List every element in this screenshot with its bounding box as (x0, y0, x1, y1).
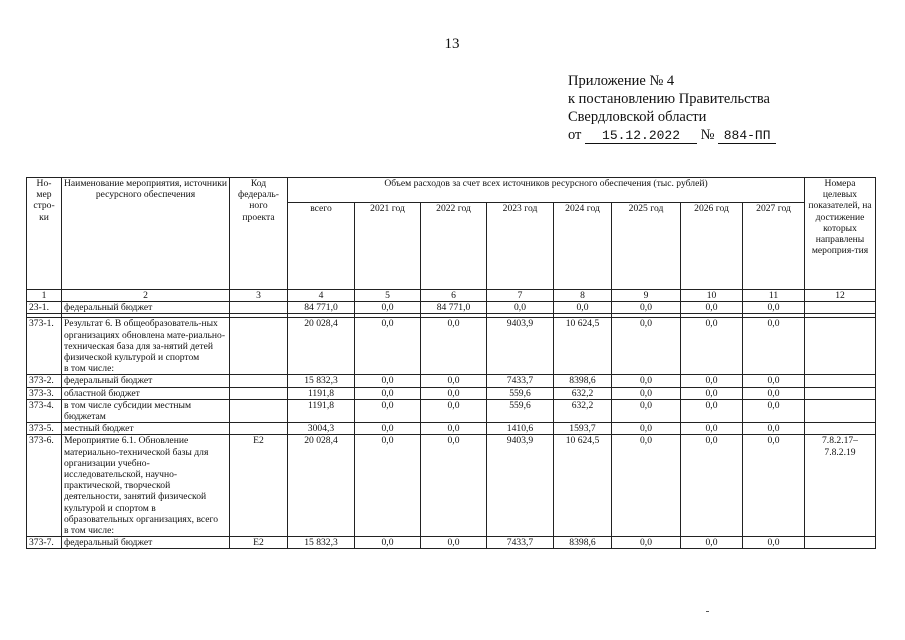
cell-2025: 0,0 (612, 318, 681, 375)
cell-2022: 0,0 (421, 387, 487, 399)
column-number-cell: 2 (62, 290, 230, 302)
cell-name: Мероприятие 6.1. Обновление материально-технической базы для организации учебно-исследовательской, научно-практической, творческой деятельности, занятий физической культурой и спортом в образовательных организациях, всего в том числе: (62, 435, 230, 537)
appendix-header (568, 72, 776, 144)
header-year-2023: 2023 год (487, 203, 554, 290)
column-number-cell: 8 (554, 290, 612, 302)
header-expenses-group: Объем расходов за счет всех источников ресурсного обеспечения (тыс. рублей) (288, 178, 805, 203)
cell-row-number: 373-6. (27, 435, 62, 537)
cell-2024: 10 624,5 (554, 435, 612, 537)
appendix-region: Свердловской области (568, 109, 707, 125)
column-number-cell: 9 (612, 290, 681, 302)
cell-2022: 0,0 (421, 537, 487, 549)
cell-project-code (230, 318, 288, 375)
cell-row-number: 373-5. (27, 423, 62, 435)
appendix-decree: к постановлению Правительства (568, 91, 770, 107)
column-number-cell: 4 (288, 290, 355, 302)
cell-2022: 0,0 (421, 423, 487, 435)
cell-project-code (230, 375, 288, 387)
cell-2022: 84 771,0 (421, 302, 487, 314)
cell-2024: 10 624,5 (554, 318, 612, 375)
cell-2027: 0,0 (743, 435, 805, 537)
cell-2022: 0,0 (421, 435, 487, 537)
cell-indicators (805, 318, 876, 375)
cell-2025: 0,0 (612, 399, 681, 422)
cell-indicators (805, 387, 876, 399)
cell-2024: 632,2 (554, 399, 612, 422)
header-year-2021: 2021 год (355, 203, 421, 290)
header-year-2025: 2025 год (612, 203, 681, 290)
cell-2023: 559,6 (487, 399, 554, 422)
column-number-cell: 6 (421, 290, 487, 302)
number-sign: № (700, 127, 715, 143)
cell-indicators (805, 375, 876, 387)
table-row (27, 302, 876, 314)
cell-total: 15 832,3 (288, 537, 355, 549)
cell-2023: 559,6 (487, 387, 554, 399)
cell-project-code (230, 399, 288, 422)
cell-2021: 0,0 (355, 387, 421, 399)
header-year-2022: 2022 год (421, 203, 487, 290)
cell-total: 3004,3 (288, 423, 355, 435)
cell-2024: 8398,6 (554, 375, 612, 387)
cell-total: 20 028,4 (288, 318, 355, 375)
date-prefix: от (568, 127, 582, 143)
cell-2023: 1410,6 (487, 423, 554, 435)
column-number-cell: 11 (743, 290, 805, 302)
header-project-code: Код федераль-ного проекта (230, 178, 288, 290)
cell-row-number: 373-7. (27, 537, 62, 549)
cell-project-code (230, 387, 288, 399)
cell-2025: 0,0 (612, 423, 681, 435)
header-total: всего (288, 203, 355, 290)
cell-2026: 0,0 (681, 318, 743, 375)
cell-2025: 0,0 (612, 537, 681, 549)
cell-2027: 0,0 (743, 399, 805, 422)
column-number-cell: 10 (681, 290, 743, 302)
cell-2027: 0,0 (743, 387, 805, 399)
cell-total: 20 028,4 (288, 435, 355, 537)
cell-2021: 0,0 (355, 302, 421, 314)
cell-2021: 0,0 (355, 423, 421, 435)
cell-2026: 0,0 (681, 302, 743, 314)
cell-indicators (805, 537, 876, 549)
header-year-2024: 2024 год (554, 203, 612, 290)
cell-2022: 0,0 (421, 318, 487, 375)
column-number-cell: 5 (355, 290, 421, 302)
cell-indicators (805, 423, 876, 435)
cell-2027: 0,0 (743, 318, 805, 375)
header-row-number: Но-мер стро-ки (27, 178, 62, 290)
cell-2025: 0,0 (612, 302, 681, 314)
table-row (27, 537, 876, 549)
column-number-cell: 7 (487, 290, 554, 302)
cell-row-number: 373-1. (27, 318, 62, 375)
table-row (27, 318, 876, 375)
cell-2024: 1593,7 (554, 423, 612, 435)
table-row (27, 423, 876, 435)
cell-2023: 0,0 (487, 302, 554, 314)
cell-2025: 0,0 (612, 375, 681, 387)
cell-2024: 8398,6 (554, 537, 612, 549)
header-row-1 (27, 178, 876, 203)
cell-project-code: Е2 (230, 537, 288, 549)
cell-2023: 7433,7 (487, 375, 554, 387)
cell-2021: 0,0 (355, 435, 421, 537)
cell-total: 1191,8 (288, 399, 355, 422)
cell-2026: 0,0 (681, 537, 743, 549)
cell-indicators (805, 302, 876, 314)
cell-project-code: Е2 (230, 435, 288, 537)
header-year-2026: 2026 год (681, 203, 743, 290)
cell-project-code (230, 423, 288, 435)
header-name: Наименование мероприятия, источники ресурсного обеспечения (62, 178, 230, 290)
cell-2025: 0,0 (612, 387, 681, 399)
cell-indicators: 7.8.2.17– 7.8.2.19 (805, 435, 876, 537)
cell-name: местный бюджет (62, 423, 230, 435)
decree-number: 884-ПП (718, 129, 776, 144)
cell-2026: 0,0 (681, 399, 743, 422)
column-number-cell: 12 (805, 290, 876, 302)
table-row (27, 375, 876, 387)
cell-2022: 0,0 (421, 399, 487, 422)
budget-table (26, 177, 876, 549)
table-body (27, 178, 876, 549)
cell-name: Результат 6. В общеобразователь-ных организациях обновлена мате-риально-техническая база для за-нятий детей физической культурой и спортом в том числе: (62, 318, 230, 375)
cell-2023: 7433,7 (487, 537, 554, 549)
cell-name: областной бюджет (62, 387, 230, 399)
header-year-2027: 2027 год (743, 203, 805, 290)
cell-name: федеральный бюджет (62, 302, 230, 314)
cell-2022: 0,0 (421, 375, 487, 387)
cell-2027: 0,0 (743, 302, 805, 314)
cell-2026: 0,0 (681, 387, 743, 399)
cell-project-code (230, 302, 288, 314)
cell-2024: 632,2 (554, 387, 612, 399)
cell-2023: 9403,9 (487, 435, 554, 537)
cell-2021: 0,0 (355, 537, 421, 549)
decree-date: 15.12.2022 (585, 129, 697, 144)
appendix-title: Приложение № 4 (568, 73, 675, 89)
cell-2025: 0,0 (612, 435, 681, 537)
cell-row-number: 373-4. (27, 399, 62, 422)
cell-row-number: 373-3. (27, 387, 62, 399)
cell-2027: 0,0 (743, 423, 805, 435)
table-row (27, 399, 876, 422)
cell-name: федеральный бюджет (62, 375, 230, 387)
cell-2026: 0,0 (681, 375, 743, 387)
cell-2024: 0,0 (554, 302, 612, 314)
column-number-cell: 1 (27, 290, 62, 302)
cell-total: 15 832,3 (288, 375, 355, 387)
cell-2023: 9403,9 (487, 318, 554, 375)
appendix-date-line (568, 126, 776, 144)
cell-2021: 0,0 (355, 399, 421, 422)
table-row (27, 435, 876, 537)
cell-2021: 0,0 (355, 318, 421, 375)
cell-2021: 0,0 (355, 375, 421, 387)
cell-2027: 0,0 (743, 375, 805, 387)
cell-total: 1191,8 (288, 387, 355, 399)
cell-total: 84 771,0 (288, 302, 355, 314)
cell-2026: 0,0 (681, 423, 743, 435)
cell-2026: 0,0 (681, 435, 743, 537)
cell-row-number: 373-2. (27, 375, 62, 387)
cell-name: федеральный бюджет (62, 537, 230, 549)
cell-row-number: 23-1. (27, 302, 62, 314)
cell-name: в том числе субсидии местным бюджетам (62, 399, 230, 422)
column-number-cell: 3 (230, 290, 288, 302)
cell-2027: 0,0 (743, 537, 805, 549)
scan-mark (706, 611, 709, 612)
page-number: 13 (444, 36, 460, 52)
table-row (27, 387, 876, 399)
header-indicators: Номера целевых показателей, на достижение которых направлены мероприя-тия (805, 178, 876, 290)
cell-indicators (805, 399, 876, 422)
column-number-row (27, 290, 876, 302)
